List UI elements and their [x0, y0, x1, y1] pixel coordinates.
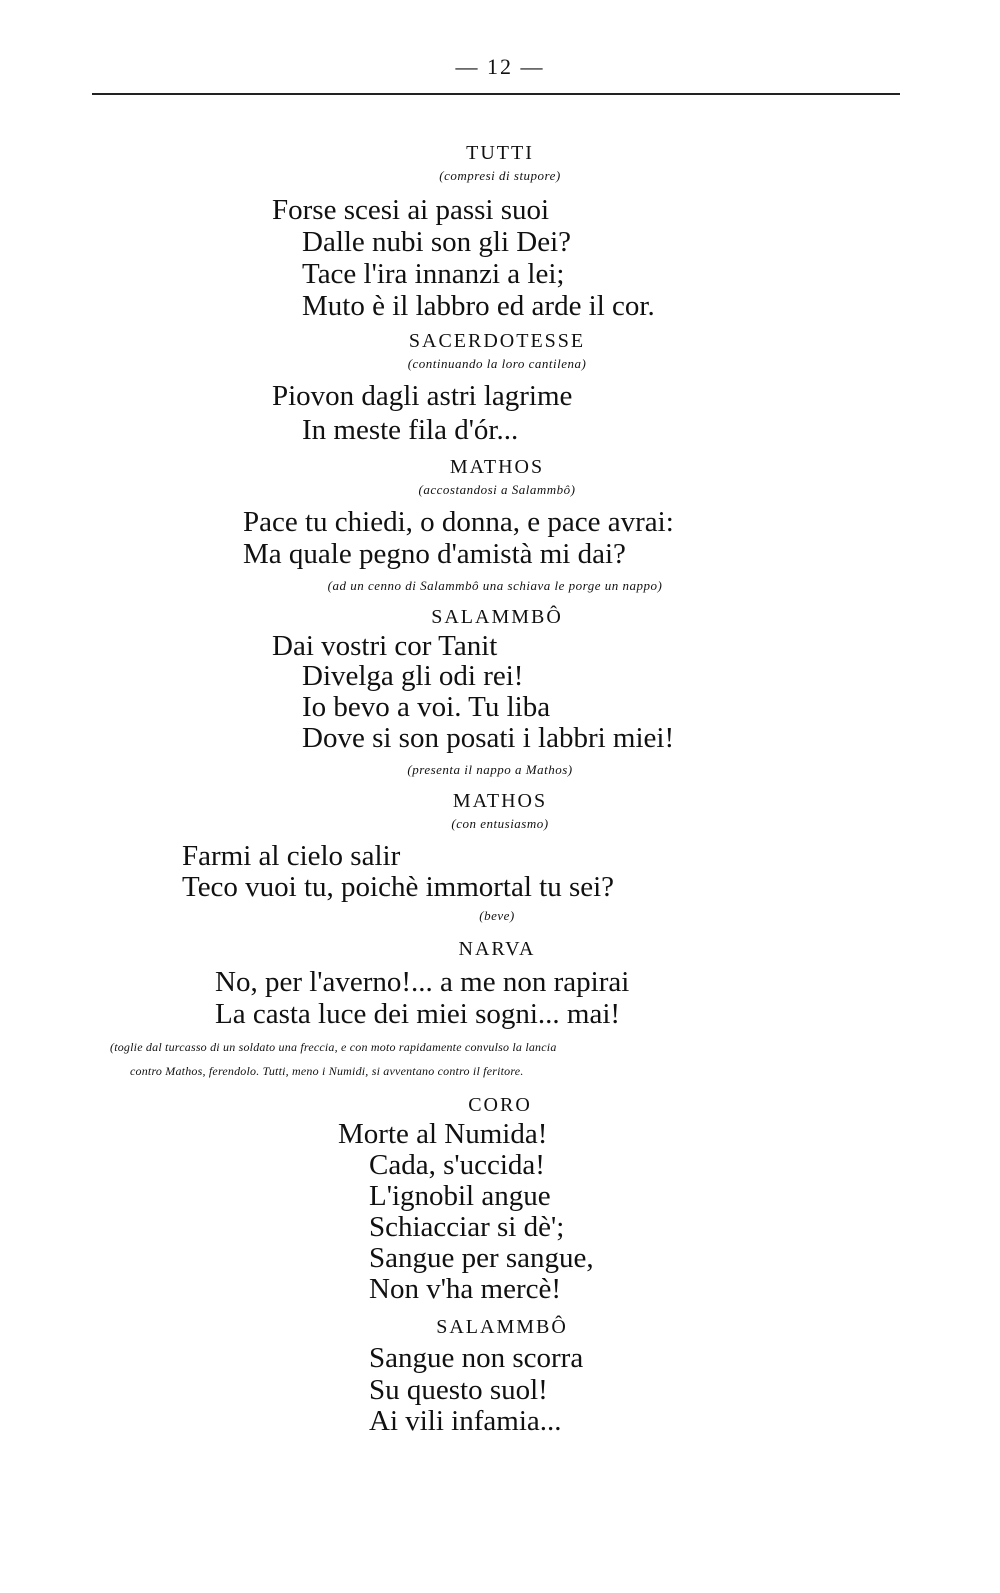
- speaker-name: CORO: [468, 1094, 532, 1116]
- verse-line: Sangue non scorra: [369, 1342, 584, 1374]
- stage-direction: (toglie dal turcasso di un soldato una freccia, e con moto rapidamente convulso la lancia: [110, 1040, 557, 1054]
- verse-line: Ai vili infamia...: [369, 1405, 562, 1437]
- verse-line: Schiacciar si dè';: [369, 1211, 565, 1243]
- stage-direction: (ad un cenno di Salammbô una schiava le porge un nappo): [327, 578, 663, 593]
- speaker-name: SALAMMBÔ: [431, 606, 563, 628]
- stage-direction: (compresi di stupore): [439, 168, 561, 183]
- verse-line: Io bevo a voi. Tu liba: [302, 691, 551, 723]
- verse-line: Sangue per sangue,: [369, 1242, 594, 1274]
- verse-line: Muto è il labbro ed arde il cor.: [302, 290, 655, 322]
- verse-line: La casta luce dei miei sogni... mai!: [215, 998, 621, 1030]
- speaker-name: MATHOS: [449, 456, 545, 478]
- verse-line: Forse scesi ai passi suoi: [272, 194, 550, 226]
- speaker-name: MATHOS: [452, 790, 548, 812]
- verse-line: Piovon dagli astri lagrime: [272, 380, 573, 412]
- stage-direction: (accostandosi a Salammbô): [418, 482, 576, 497]
- stage-direction: (con entusiasmo): [451, 816, 549, 831]
- verse-line: Dalle nubi son gli Dei?: [302, 226, 572, 258]
- verse-line: Dove si son posati i labbri miei!: [302, 722, 675, 754]
- verse-line: Tace l'ira innanzi a lei;: [302, 258, 565, 290]
- verse-line: Dai vostri cor Tanit: [272, 630, 498, 662]
- stage-direction: (presenta il nappo a Mathos): [407, 762, 573, 777]
- speaker-name: TUTTI: [466, 142, 534, 164]
- stage-direction: (beve): [479, 908, 515, 923]
- verse-line: Su questo suol!: [369, 1374, 548, 1406]
- verse-line: Ma quale pegno d'amistà mi dai?: [243, 538, 626, 570]
- verse-line: Cada, s'uccida!: [369, 1149, 545, 1181]
- verse-line: Farmi al cielo salir: [182, 840, 401, 872]
- verse-line: In meste fila d'ór...: [302, 414, 519, 446]
- speaker-name: SACERDOTESSE: [408, 330, 586, 352]
- header-rule: [92, 93, 900, 95]
- verse-line: Divelga gli odi rei!: [302, 660, 524, 692]
- stage-direction: contro Mathos, ferendolo. Tutti, meno i Numidi, si avventano contro il feritore.: [130, 1064, 524, 1078]
- verse-line: Morte al Numida!: [338, 1118, 548, 1150]
- speaker-name: SALAMMBÔ: [436, 1316, 568, 1338]
- speaker-name: NARVA: [458, 938, 536, 960]
- page-number: — 12 —: [455, 54, 545, 79]
- verse-line: L'ignobil angue: [369, 1180, 551, 1212]
- stage-direction: (continuando la loro cantilena): [407, 356, 587, 371]
- verse-line: No, per l'averno!... a me non rapirai: [215, 966, 630, 998]
- verse-line: Pace tu chiedi, o donna, e pace avrai:: [243, 506, 674, 538]
- verse-line: Non v'ha mercè!: [369, 1273, 562, 1305]
- verse-line: Teco vuoi tu, poichè immortal tu sei?: [182, 871, 615, 903]
